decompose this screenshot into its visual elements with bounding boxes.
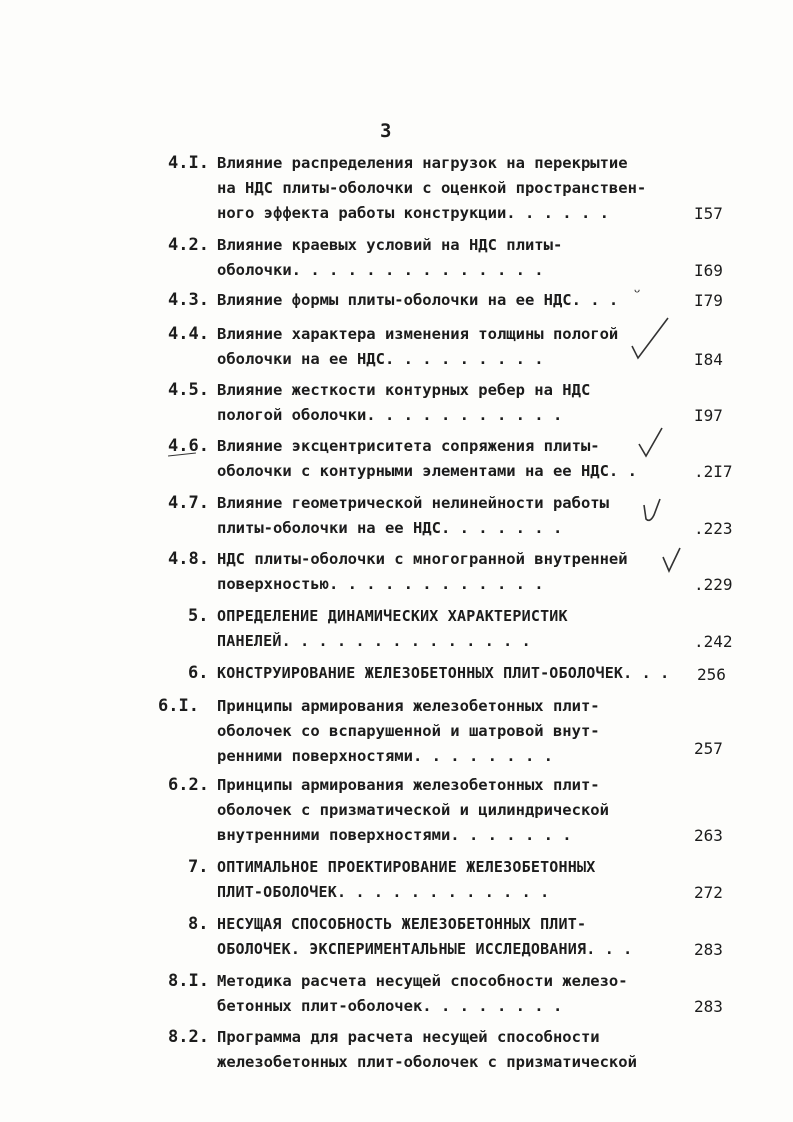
- handwritten-check-icon: [640, 497, 664, 525]
- toc-entry-line: Принципы армирования железобетонных плит-: [217, 776, 600, 794]
- toc-entry-page: .2I7: [694, 462, 733, 481]
- toc-entry-number: 4.4.: [168, 324, 209, 344]
- toc-entry-line: Программа для расчета несущей способности: [217, 1028, 600, 1046]
- page-number: 3: [380, 120, 392, 142]
- toc-entry-text: [217, 1025, 687, 1075]
- toc-entry-line: Методика расчета несущей способности железо-: [217, 972, 628, 990]
- toc-entry-line: Влияние жесткости контурных ребер на НДС: [217, 381, 591, 399]
- toc-entry-line: ОБОЛОЧЕК. ЭКСПЕРИМЕНТАЛЬНЫЕ ИССЛЕДОВАНИЯ. . .: [217, 940, 633, 958]
- toc-entry-line: на НДС плиты-оболочки с оценкой пространствен-: [217, 179, 647, 197]
- toc-entry-number: 4.I.: [168, 153, 209, 173]
- toc-entry-text: [217, 288, 687, 313]
- toc-entry-line: Влияние краевых условий на НДС плиты-: [217, 236, 563, 254]
- toc-entry-text: [217, 378, 687, 428]
- toc-entry-line: пологой оболочки. . . . . . . . . . .: [217, 406, 563, 424]
- toc-entry-text: [217, 233, 687, 283]
- handwritten-check-icon: [636, 426, 666, 462]
- toc-entry-line: КОНСТРУИРОВАНИЕ ЖЕЛЕЗОБЕТОННЫХ ПЛИТ-ОБОЛОЧЕК. . .: [217, 664, 670, 682]
- toc-entry-number: 4.5.: [168, 380, 209, 400]
- toc-entry-line: плиты-оболочки на ее НДС. . . . . . .: [217, 519, 563, 537]
- toc-entry-page: .223: [694, 519, 733, 538]
- toc-entry-text: [217, 855, 687, 905]
- toc-entry-number: 6.I.: [158, 696, 199, 716]
- toc-entry-page: I84: [694, 350, 723, 369]
- toc-entry-number: 4.6.: [168, 436, 209, 456]
- toc-entry-text: [217, 547, 687, 597]
- toc-entry-page: 257: [694, 739, 723, 758]
- toc-entry-number: 6.2.: [168, 775, 209, 795]
- toc-entry-number: 6.: [188, 663, 209, 683]
- handwritten-check-icon: ᵕ: [634, 283, 641, 302]
- toc-entry-text: [217, 151, 687, 226]
- toc-entry-line: железобетонных плит-оболочек с призматической: [217, 1053, 637, 1071]
- toc-entry-line: ренними поверхностями. . . . . . . .: [217, 747, 553, 765]
- toc-entry-page: I57: [694, 204, 723, 223]
- toc-entry-line: поверхностью. . . . . . . . . . . .: [217, 575, 544, 593]
- toc-entry-line: НЕСУЩАЯ СПОСОБНОСТЬ ЖЕЛЕЗОБЕТОННЫХ ПЛИТ-: [217, 915, 587, 933]
- toc-entry-line: оболочки на ее НДС. . . . . . . . .: [217, 350, 544, 368]
- toc-entry-number: 7.: [188, 857, 209, 877]
- toc-entry-line: ОПРЕДЕЛЕНИЕ ДИНАМИЧЕСКИХ ХАРАКТЕРИСТИК: [217, 607, 568, 625]
- toc-entry-line: оболочек со вспарушенной и шатровой внут-: [217, 722, 600, 740]
- toc-entry-line: Принципы армирования железобетонных плит-: [217, 697, 600, 715]
- toc-entry-line: бетонных плит-оболочек. . . . . . . .: [217, 997, 563, 1015]
- toc-entry-page: I97: [694, 406, 723, 425]
- toc-entry-text: [217, 694, 687, 769]
- toc-entry-page: .242: [694, 632, 733, 651]
- toc-entry-line: Влияние геометрической нелинейности работы: [217, 494, 609, 512]
- toc-entry-page: 256: [697, 665, 726, 684]
- toc-entry-number: 8.: [188, 914, 209, 934]
- toc-entry-number: 8.I.: [168, 971, 209, 991]
- toc-entry-page: I69: [694, 261, 723, 280]
- toc-entry-text: [217, 661, 687, 686]
- toc-entry-line: оболочки. . . . . . . . . . . . . .: [217, 261, 544, 279]
- toc-entry-line: НДС плиты-оболочки с многогранной внутренней: [217, 550, 628, 568]
- toc-entry-page: 283: [694, 997, 723, 1016]
- toc-entry-line: Влияние эксцентриситета сопряжения плиты-: [217, 437, 600, 455]
- toc-entry-line: внутренними поверхностями. . . . . . .: [217, 826, 572, 844]
- toc-entry-line: ПЛИТ-ОБОЛОЧЕК. . . . . . . . . . . .: [217, 883, 550, 901]
- toc-entry-text: [217, 322, 687, 372]
- toc-entry-number: 4.7.: [168, 493, 209, 513]
- handwritten-check-icon: [660, 547, 684, 575]
- toc-entry-line: оболочки с контурными элементами на ее НДС. .: [217, 462, 637, 480]
- toc-entry-number: 4.2.: [168, 235, 209, 255]
- toc-entry-number: 4.8.: [168, 549, 209, 569]
- toc-entry-number: 4.3.: [168, 290, 209, 310]
- toc-entry-number: 8.2.: [168, 1027, 209, 1047]
- toc-entry-line: ПАНЕЛЕЙ. . . . . . . . . . . . . .: [217, 632, 531, 650]
- toc-entry-line: ОПТИМАЛЬНОЕ ПРОЕКТИРОВАНИЕ ЖЕЛЕЗОБЕТОННЫХ: [217, 858, 596, 876]
- toc-entry-line: ного эффекта работы конструкции. . . . . .: [217, 204, 609, 222]
- toc-entry-line: оболочек с призматической и цилиндрической: [217, 801, 609, 819]
- handwritten-check-icon: [628, 316, 672, 366]
- toc-entry-page: 272: [694, 883, 723, 902]
- toc-entry-text: [217, 912, 687, 962]
- toc-entry-text: [217, 491, 687, 541]
- toc-entry-page: .229: [694, 575, 733, 594]
- toc-entry-text: [217, 604, 687, 654]
- toc-entry-text: [217, 434, 687, 484]
- toc-entry-line: Влияние характера изменения толщины пологой: [217, 325, 619, 343]
- toc-entry-number: 5.: [188, 606, 209, 626]
- toc-entry-text: [217, 969, 687, 1019]
- toc-entry-page: I79: [694, 291, 723, 310]
- toc-entry-page: 263: [694, 826, 723, 845]
- toc-entry-line: Влияние распределения нагрузок на перекрытие: [217, 154, 628, 172]
- toc-entry-line: Влияние формы плиты-оболочки на ее НДС. . .: [217, 291, 619, 309]
- toc-entry-page: 283: [694, 940, 723, 959]
- toc-entry-text: [217, 773, 687, 848]
